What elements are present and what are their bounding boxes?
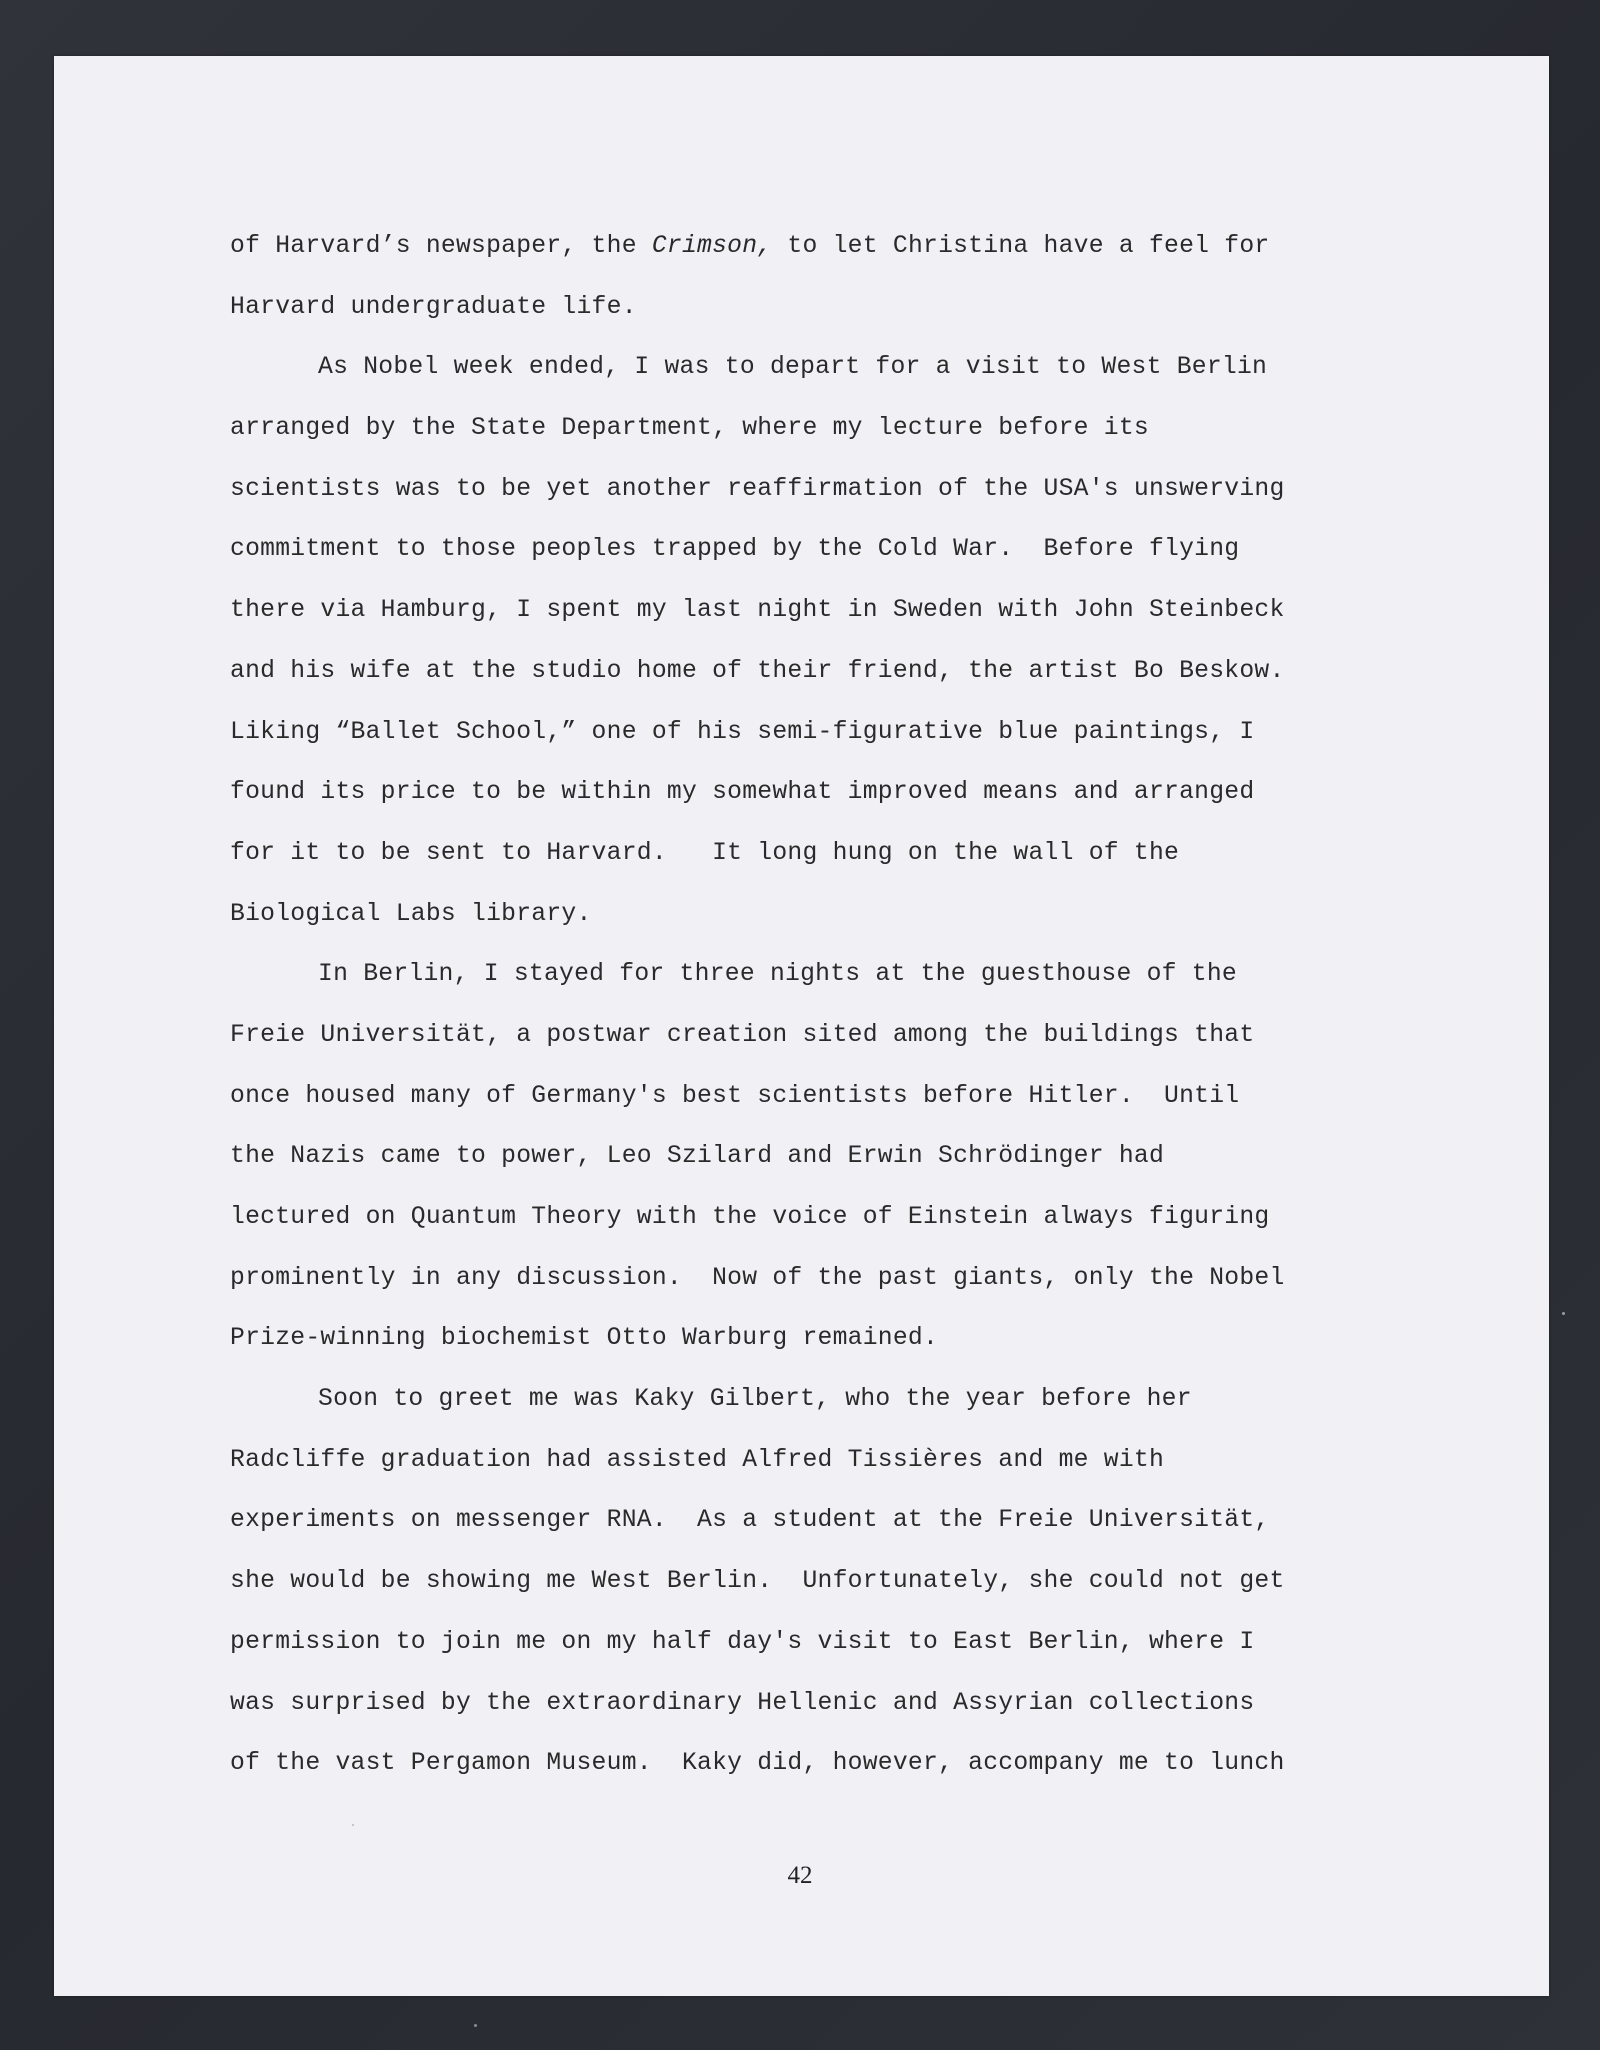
page-number: 42 [787,1862,813,1889]
paper-speck [352,1824,354,1826]
newspaper-title: Crimson, [651,232,773,260]
text-line: there via Hamburg, I spent my last night in Sweden with John Steinbeck [230,596,1285,625]
text-line: arranged by the State Department, where my lecture before its [230,414,1149,443]
paragraph-start-line: In Berlin, I stayed for three nights at the guesthouse of the [318,960,1237,989]
text-line: Harvard undergraduate life. [230,292,637,321]
text-line: of Harvard’s newspaper, the Crimson, to let Christina have a feel for [230,232,1270,260]
typed-text-body [230,216,1390,1794]
text-line: experiments on messenger RNA. As a student at the Freie Universität, [230,1506,1270,1535]
text-line: she would be showing me West Berlin. Unfortunately, she could not get [230,1567,1285,1596]
text-line: Prize-winning biochemist Otto Warburg remained. [230,1324,939,1353]
text-line: found its price to be within my somewhat improved means and arranged [230,778,1255,807]
paragraph-start-line: As Nobel week ended, I was to depart for a visit to West Berlin [318,353,1268,382]
paper-speck [474,2024,477,2027]
text-line: for it to be sent to Harvard. It long hung on the wall of the [230,838,1180,867]
text-line: of the vast Pergamon Museum. Kaky did, however, accompany me to lunch [230,1749,1285,1778]
text-line: lectured on Quantum Theory with the voice of Einstein always figuring [230,1203,1270,1231]
text-line: Freie Universität, a postwar creation sited among the buildings that [230,1020,1255,1049]
text-line: and his wife at the studio home of their friend, the artist Bo Beskow. [230,656,1285,685]
text-line: prominently in any discussion. Now of the past giants, only the Nobel [230,1263,1285,1292]
text-line: the Nazis came to power, Leo Szilard and Erwin Schrödinger had [230,1142,1165,1171]
text-line: was surprised by the extraordinary Hellenic and Assyrian collections [230,1688,1255,1717]
text-line: Liking “Ballet School,” one of his semi-figurative blue paintings, I [230,717,1255,746]
text-line: once housed many of Germany's best scientists before Hitler. Until [230,1081,1240,1110]
text-line: Radcliffe graduation had assisted Alfred Tissières and me with [230,1445,1165,1474]
paragraph-start-line: Soon to greet me was Kaky Gilbert, who the year before her [318,1385,1192,1414]
text-line: Biological Labs library. [230,899,592,928]
text-line: commitment to those peoples trapped by the Cold War. Before flying [230,535,1240,564]
text-line: permission to join me on my half day's visit to East Berlin, where I [230,1627,1255,1656]
text-line: scientists was to be yet another reaffirmation of the USA's unswerving [230,474,1285,503]
paper-speck [1562,1312,1565,1315]
